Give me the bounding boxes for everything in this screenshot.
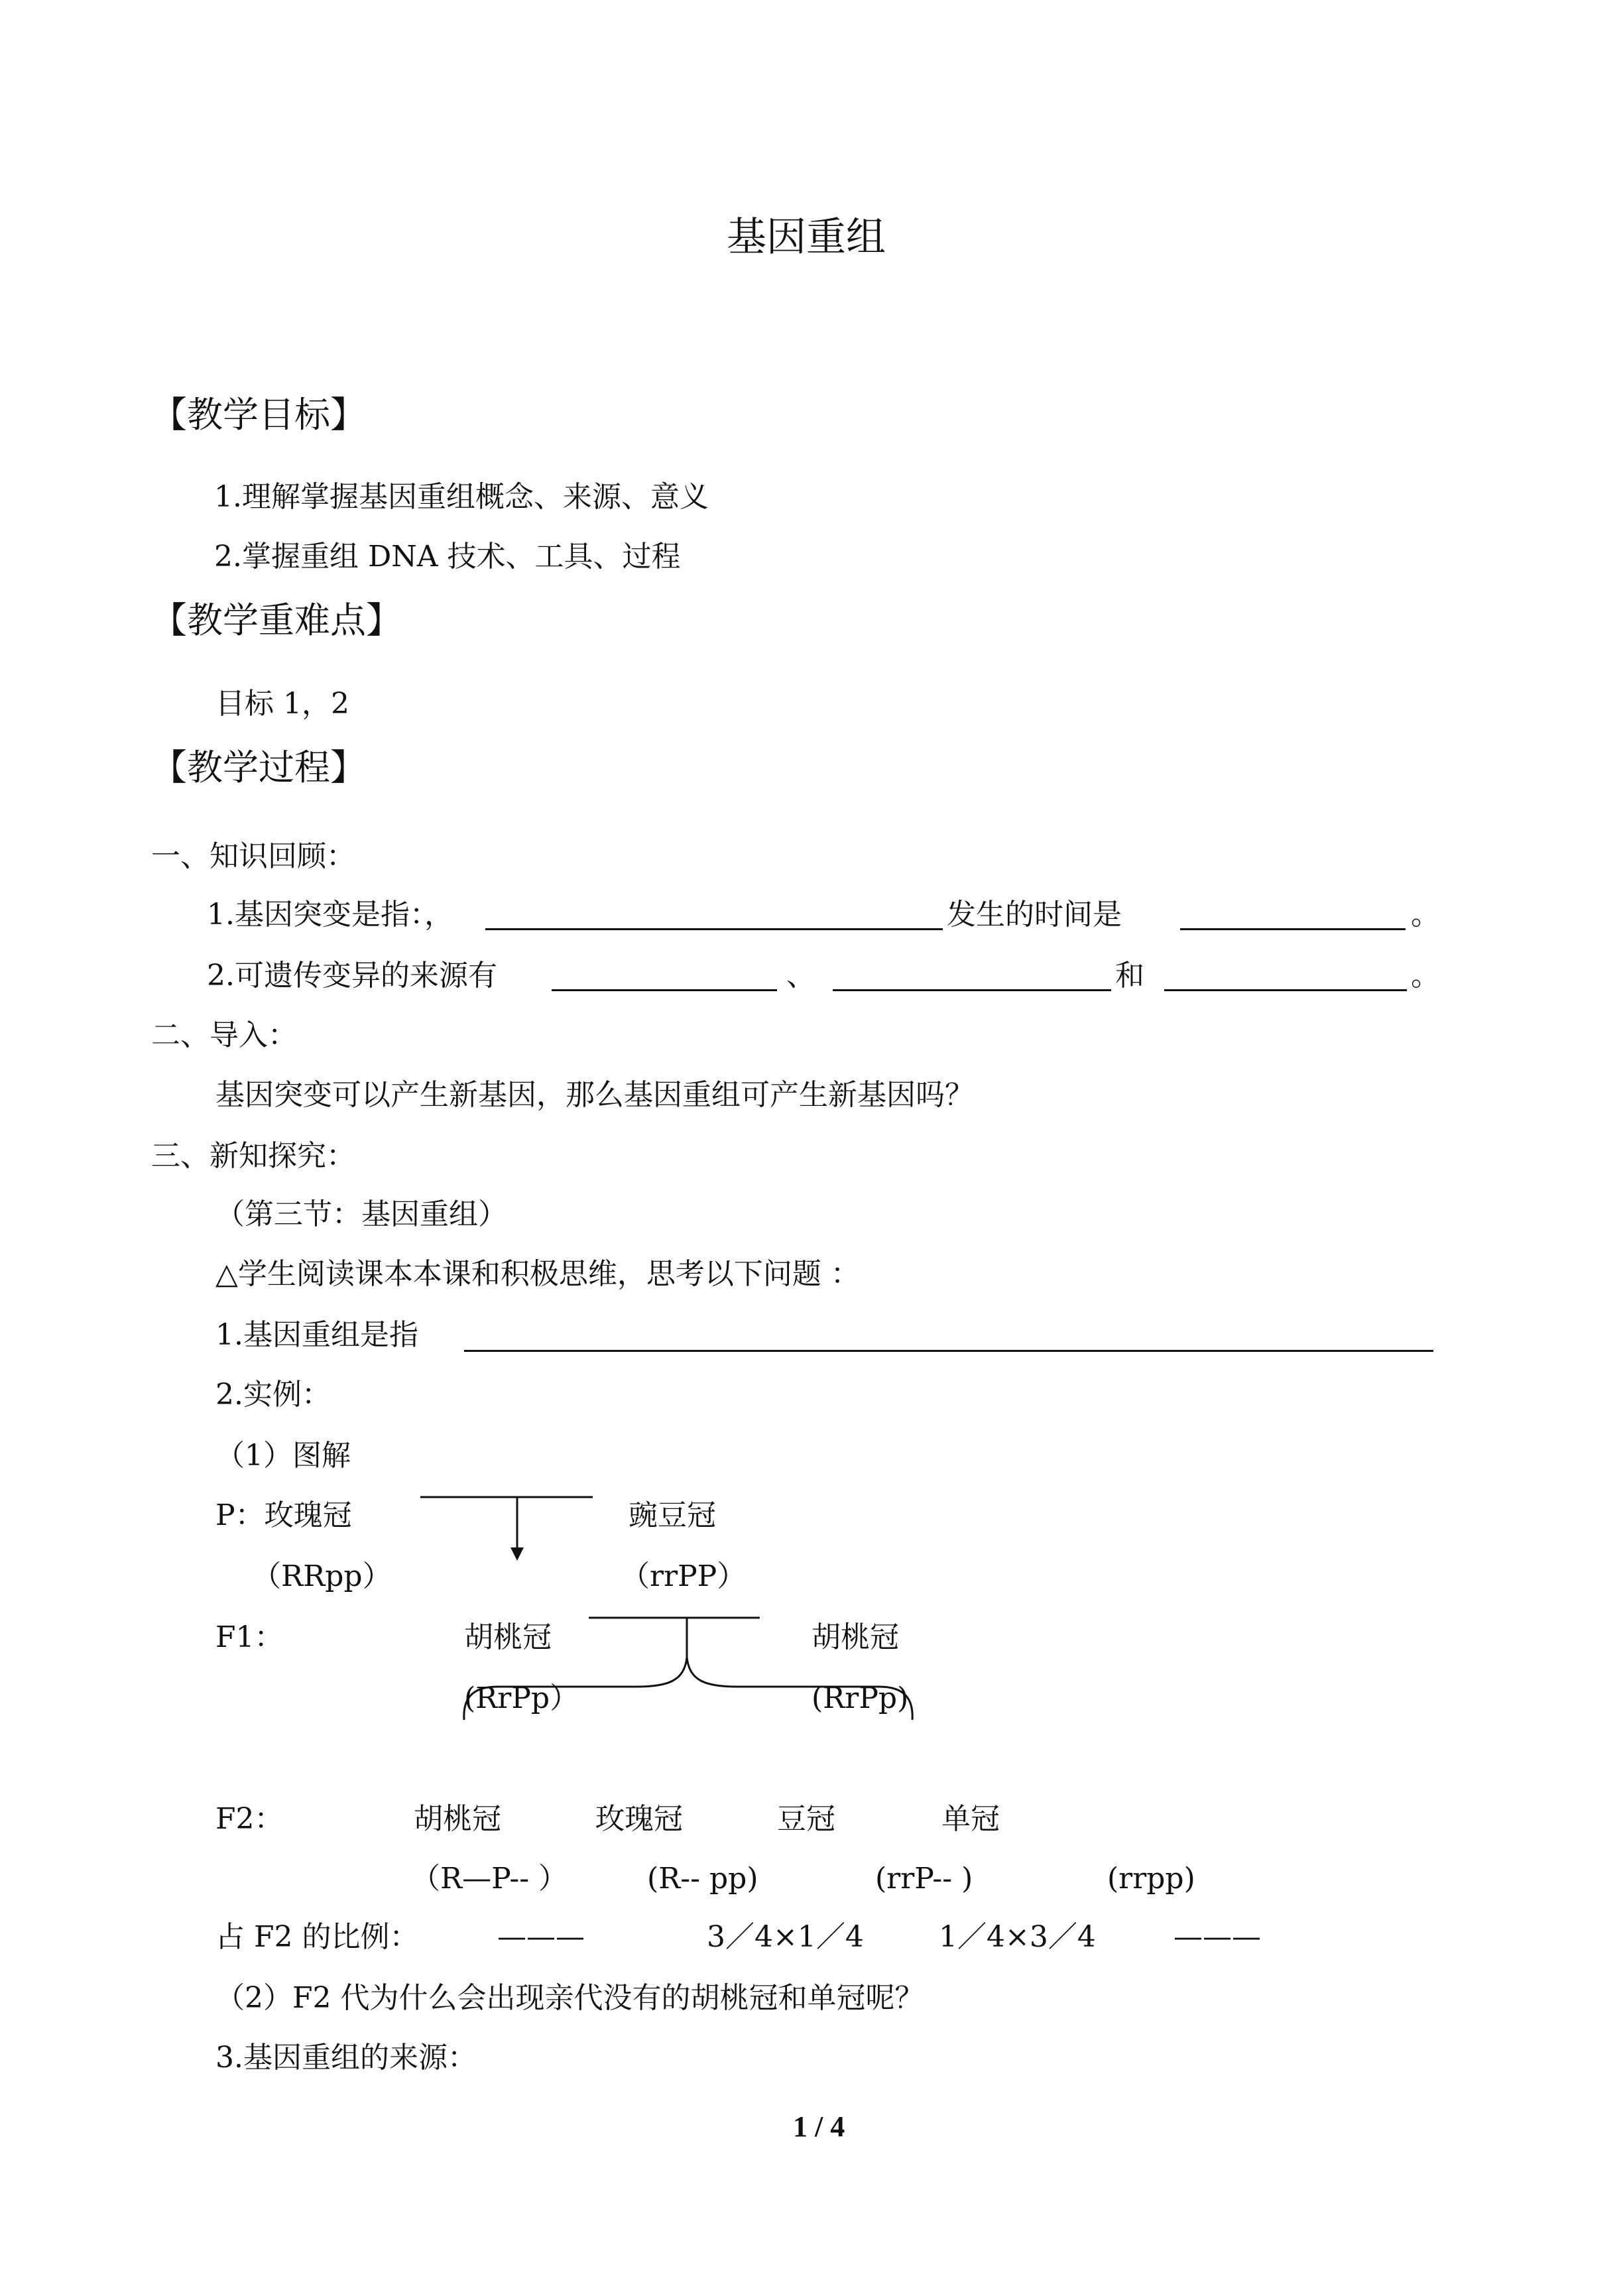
ratio-value: 1／4×3／4 — [939, 1920, 1096, 1954]
conjunction: 和 — [1115, 959, 1144, 993]
page-title: 基因重组 — [727, 214, 886, 261]
f2-label: F2： — [215, 1802, 284, 1836]
diagram-label: （1）图解 — [215, 1439, 351, 1473]
f2-genotype: (rrpp) — [1107, 1862, 1195, 1896]
f1-right-genotype: (RrPp) — [812, 1681, 909, 1715]
ratio-label: 占 F2 的比例： — [215, 1920, 419, 1954]
f2-phenotype: 胡桃冠 — [414, 1802, 501, 1836]
source-question: 3.基因重组的来源： — [215, 2041, 477, 2075]
f1-label: F1： — [215, 1620, 284, 1654]
punctuation: 。 — [1411, 959, 1440, 993]
reading-prompt: △学生阅读课本本课和积极思维，思考以下问题 ： — [215, 1257, 860, 1291]
review-question-1-cont: 发生的时间是 — [947, 898, 1122, 932]
f1-left-phenotype: 胡桃冠 — [464, 1620, 552, 1654]
goal-item: 1.理解掌握基因重组概念、来源、意义 — [214, 480, 709, 514]
p-generation-left: P：玫瑰冠 — [215, 1498, 352, 1532]
ratio-value: 3／4×1／4 — [707, 1920, 864, 1954]
section-one-label: 一、知识回顾： — [151, 839, 355, 873]
punctuation: 、 — [786, 959, 815, 993]
intro-question: 基因突变可以产生新基因，那么基因重组可产生新基因吗？ — [215, 1078, 974, 1112]
f2-phenotype: 单冠 — [941, 1802, 1000, 1836]
f2-phenotype: 豆冠 — [777, 1802, 835, 1836]
section-three-label: 三、新知探究： — [151, 1139, 355, 1173]
p-right-genotype: （rrPP） — [621, 1559, 747, 1593]
ratio-value: ——— — [497, 1920, 585, 1954]
p-generation-right: 豌豆冠 — [629, 1498, 716, 1532]
page-number: 1 / 4 — [793, 2110, 845, 2143]
keypoints-text: 目标 1，2 — [215, 687, 349, 721]
why-question: （2）F2 代为什么会出现亲代没有的胡桃冠和单冠呢？ — [215, 1981, 924, 2015]
ratio-value: ——— — [1173, 1920, 1261, 1954]
f1-right-phenotype: 胡桃冠 — [812, 1620, 899, 1654]
review-question-2: 2.可遗传变异的来源有 — [207, 959, 497, 993]
f2-genotype: （R—P-- ） — [411, 1862, 568, 1896]
p-left-genotype: （RRpp） — [252, 1559, 392, 1593]
chapter-label: （第三节：基因重组） — [215, 1197, 507, 1231]
punctuation: 。 — [1411, 898, 1440, 932]
f2-genotype: (rrP-- ) — [875, 1862, 973, 1896]
f2-phenotype: 玫瑰冠 — [595, 1802, 683, 1836]
concept-question: 1.基因重组是指 — [215, 1318, 418, 1352]
goal-item: 2.掌握重组 DNA 技术、工具、过程 — [214, 540, 681, 574]
review-question-1: 1.基因突变是指：， — [207, 898, 453, 932]
goals-heading: 【教学目标】 — [151, 394, 366, 436]
section-two-label: 二、导入： — [151, 1018, 297, 1052]
f2-genotype: (R-- pp) — [647, 1862, 758, 1896]
f1-left-genotype: (RrPp） — [464, 1681, 579, 1715]
keypoints-heading: 【教学重难点】 — [151, 599, 402, 641]
example-label: 2.实例： — [215, 1378, 331, 1412]
process-heading: 【教学过程】 — [151, 747, 366, 788]
